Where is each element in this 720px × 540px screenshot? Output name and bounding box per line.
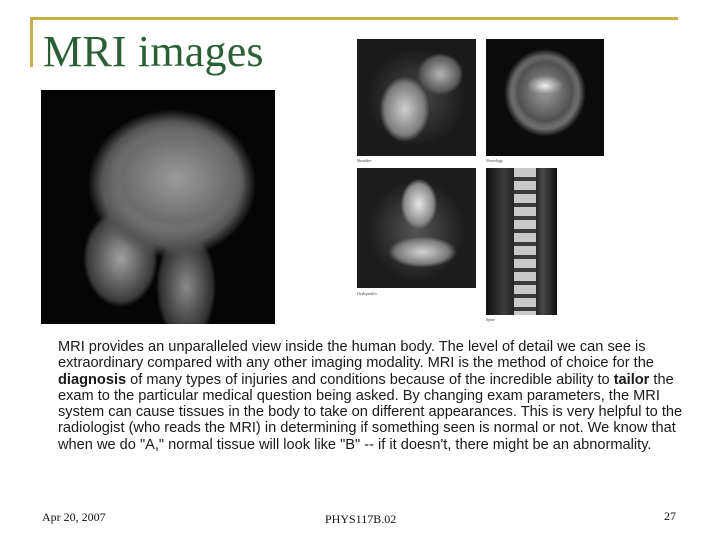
slide-title: MRI images <box>43 27 264 76</box>
shoulder-mri-image <box>357 39 476 156</box>
body-text-part-2: of many types of injuries and conditions because of the incredible ability to <box>126 371 614 388</box>
body-text-part-1: MRI provides an unparalleled view inside the human body. The level of detail we can see is extraordinary compared with any other imaging modality. MRI is the method of choice for the <box>58 339 654 372</box>
footer-page-number: 27 <box>664 509 676 523</box>
footer-course: PHYS117B.02 <box>325 512 397 526</box>
frame-top-line <box>30 17 678 20</box>
shoulder-caption: Shoulder <box>357 158 372 163</box>
body-bold-diagnosis: diagnosis <box>58 371 127 388</box>
frame-left-line <box>30 17 33 67</box>
orthopedics-caption: Orthopedics <box>357 291 377 296</box>
orthopedics-mri-image <box>357 168 476 288</box>
spine-caption: Spine <box>486 317 495 322</box>
spine-mri-image <box>486 168 557 315</box>
footer-date: Apr 20, 2007 <box>42 510 106 524</box>
body-paragraph <box>58 339 698 453</box>
brain-sagittal-mri-image <box>41 90 275 324</box>
neurology-caption: Neurology <box>486 158 503 163</box>
neurology-mri-image <box>486 39 604 156</box>
body-bold-tailor: tailor <box>613 371 650 388</box>
body-text-part-3: the exam to the particular medical question being asked. By changing exam parameters, the MRI system can cause tissues in the body to take on different appearances. This is very helpful to the radiologist (who reads the MRI) in determining if something seen is normal or not. We know that when we do "A," normal tissue will look like "B" -- if it doesn't, there might be an abnormality. <box>58 371 683 453</box>
